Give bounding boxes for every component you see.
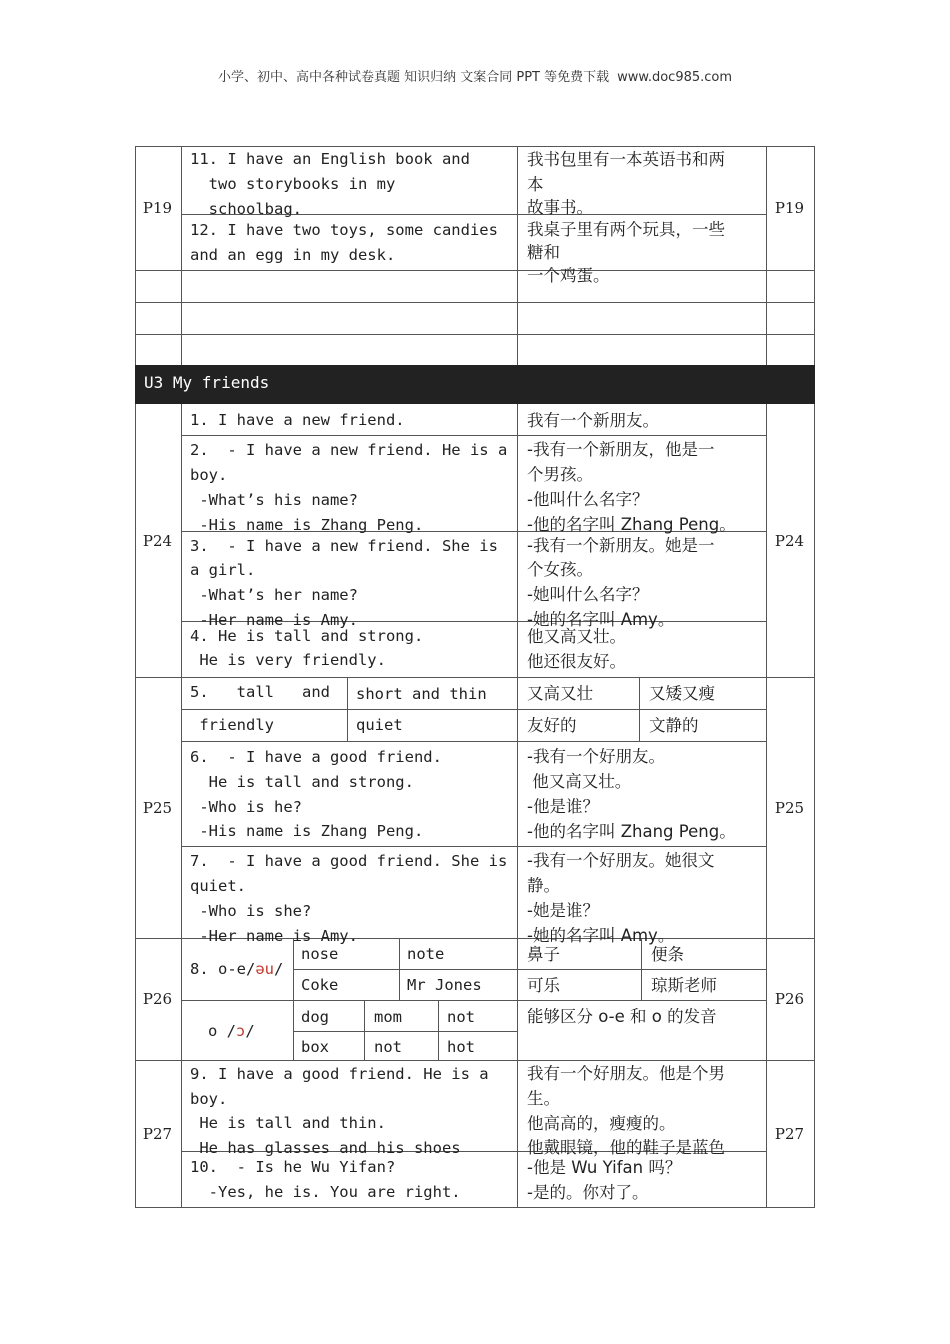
- row-4-english-1: 4. He is tall and strong.: [190, 627, 424, 645]
- header-text: 小学、初中、高中各种试卷真题 知识归纳 文案合同 PPT 等免费下载: [217, 70, 610, 85]
- page-label-p19-left: P19: [142, 199, 173, 217]
- row-5-meaning-friendly: 友好的: [527, 716, 577, 735]
- row-10-english-2: -Yes, he is. You are right.: [190, 1183, 461, 1201]
- row-10-chinese-1: -他是 Wu Yifan 吗？: [527, 1158, 682, 1177]
- row-9-chinese: 我有一个好朋友。他是个男 生。 他高高的，瘦瘦的。 他戴眼镜，他的鞋子是蓝色: [527, 1064, 725, 1157]
- unit-header: [135, 365, 815, 404]
- row-5-word-short-and-thin: short and thin: [356, 685, 487, 703]
- row-4-chinese-1: 他又高又壮。: [527, 627, 626, 646]
- row-4-chinese-2: 他还很友好。: [527, 652, 626, 671]
- row-12-english: 12. I have two toys, some candies and an egg in my desk.: [190, 221, 498, 264]
- row-8-word-note: note: [407, 945, 445, 963]
- row-4-english-2: He is very friendly.: [190, 651, 386, 669]
- row-8-word-mom: mom: [374, 1008, 402, 1026]
- row-8-oe-label: 8. o-e/əu/: [190, 960, 284, 978]
- row-5-word-quiet: quiet: [356, 716, 403, 734]
- unit-title: U3 My friends: [144, 373, 270, 392]
- page-label-p19-right: P19: [774, 199, 805, 217]
- header-url[interactable]: www.doc985.com: [617, 70, 733, 85]
- row-9-english: 9. I have a good friend. He is a boy. He is tall and thin. He has glasses and his shoes: [190, 1065, 489, 1157]
- row-8-note: 能够区分 o-e 和 o 的发音: [527, 1007, 717, 1026]
- row-2-chinese: -我有一个新朋友，他是一 个男孩。 -他叫什么名字？ -他的名字叫 Zhang Peng。: [527, 440, 736, 534]
- row-7-english: 7. - I have a good friend. She is quiet. -Who is she? -Her name is Amy.: [190, 852, 508, 945]
- page-label-p25-left: P25: [142, 799, 173, 817]
- site-header: [0, 66, 950, 85]
- row-5-word-friendly: friendly: [190, 716, 274, 734]
- row-8-meaning-note: 便条: [651, 945, 684, 964]
- row-10-english-1: 10. - Is he Wu Yifan?: [190, 1158, 396, 1176]
- row-8-word-coke: Coke: [301, 976, 339, 994]
- page-label-p25-right: P25: [774, 799, 805, 817]
- row-5-meaning-quiet: 文静的: [649, 716, 699, 735]
- row-8-word-hot: hot: [447, 1038, 475, 1056]
- row-3-english: 3. - I have a new friend. She is a girl. -What’s her name? -Her name is Amy.: [190, 537, 498, 629]
- row-8-meaning-mr-jones: 琼斯老师: [651, 976, 717, 995]
- page-label-p27-right: P27: [774, 1125, 805, 1143]
- row-5-meaning-tall-strong: 又高又壮: [527, 684, 593, 703]
- row-11-chinese: 我书包里有一本英语书和两 本 故事书。: [527, 150, 725, 217]
- row-8-meaning-nose: 鼻子: [527, 945, 560, 964]
- row-1-chinese: 我有一个新朋友。: [527, 411, 659, 430]
- row-8-word-not: not: [447, 1008, 475, 1026]
- row-6-chinese: -我有一个好朋友。 他又高又壮。 -他是谁？ -他的名字叫 Zhang Peng。: [527, 747, 736, 841]
- page-label-p27-left: P27: [142, 1125, 173, 1143]
- row-2-english: 2. - I have a new friend. He is a boy. -What’s his name? -His name is Zhang Peng.: [190, 441, 508, 534]
- row-5-word-tall-and: 5. tall and: [190, 683, 330, 701]
- row-8-word-box: box: [301, 1038, 329, 1056]
- row-3-chinese: -我有一个新朋友。她是一 个女孩。 -她叫什么名字？ -她的名字叫 Amy。: [527, 536, 715, 629]
- row-8-word-mr-jones: Mr Jones: [407, 976, 482, 994]
- row-1-english: 1. I have a new friend.: [190, 411, 405, 429]
- page-label-p26-left: P26: [142, 990, 173, 1008]
- row-8-word-dog: dog: [301, 1008, 329, 1026]
- row-10-chinese-2: -是的。你对了。: [527, 1183, 649, 1202]
- page-label-p24-left: P24: [142, 532, 173, 550]
- row-11-english: 11. I have an English book and two storybooks in my schoolbag.: [190, 150, 470, 218]
- page-label-p26-right: P26: [774, 990, 805, 1008]
- ipa-o: ɔ: [236, 1022, 246, 1040]
- row-8-o-label: o /ɔ/: [208, 1022, 255, 1040]
- row-8-meaning-coke: 可乐: [527, 976, 560, 995]
- row-5-meaning-short-thin: 又矮又瘦: [649, 684, 715, 703]
- row-7-chinese: -我有一个好朋友。她很文 静。 -她是谁？ -她的名字叫 Amy。: [527, 851, 715, 945]
- row-12-chinese: 我桌子里有两个玩具，一些 糖和 一个鸡蛋。: [527, 220, 725, 285]
- ipa-ou: əu: [255, 960, 274, 978]
- row-6-english: 6. - I have a good friend. He is tall and strong. -Who is he? -His name is Zhang Peng.: [190, 748, 442, 840]
- page-label-p24-right: P24: [774, 532, 805, 550]
- row-8-word-not-2: not: [374, 1038, 402, 1056]
- row-8-word-nose: nose: [301, 945, 339, 963]
